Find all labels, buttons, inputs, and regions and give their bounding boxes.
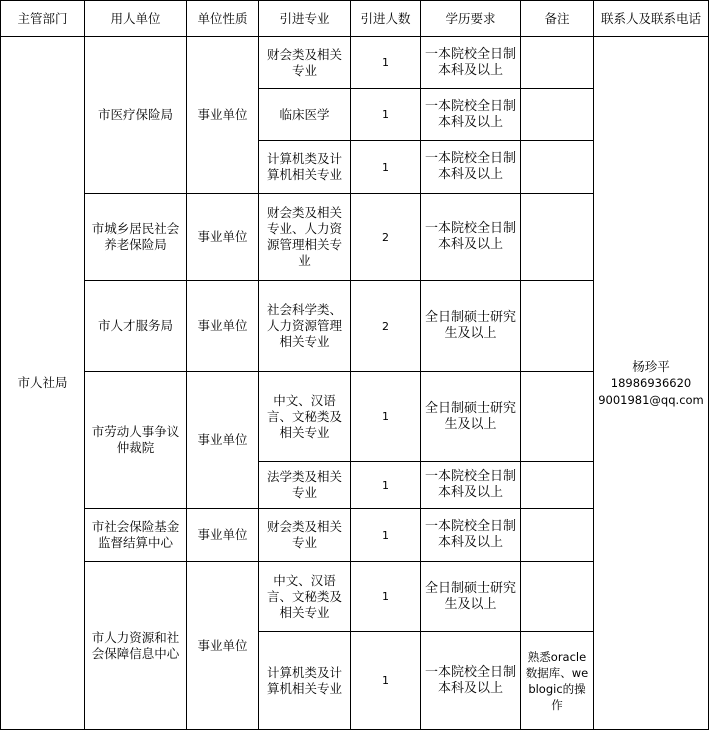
note-cell: [521, 37, 594, 89]
count-cell: 1: [351, 372, 421, 462]
unit-nature: 事业单位: [187, 562, 259, 730]
header-cell: 备注: [521, 1, 594, 37]
unit-nature: 事业单位: [187, 509, 259, 562]
header-cell: 主管部门: [1, 1, 85, 37]
education-cell: 一本院校全日制本科及以上: [421, 509, 521, 562]
contact-cell: [594, 37, 709, 730]
major-cell: 计算机类及计算机相关专业: [259, 141, 351, 194]
table-row: [1, 37, 709, 89]
unit-name: 市城乡居民社会养老保险局: [85, 194, 187, 281]
note-cell: [521, 562, 594, 632]
unit-nature: 事业单位: [187, 372, 259, 509]
unit-name: 市人力资源和社会保障信息中心: [85, 562, 187, 730]
note-cell: 熟悉oracle数据库、weblogic的操作: [521, 632, 594, 730]
education-cell: 一本院校全日制本科及以上: [421, 194, 521, 281]
department-cell: 市人社局: [1, 37, 85, 730]
major-cell: 临床医学: [259, 89, 351, 141]
education-cell: 一本院校全日制本科及以上: [421, 37, 521, 89]
unit-name: 市劳动人事争议仲裁院: [85, 372, 187, 509]
count-cell: 1: [351, 632, 421, 730]
major-cell: 财会类及相关专业: [259, 509, 351, 562]
education-cell: 全日制硕士研究生及以上: [421, 281, 521, 372]
note-cell: [521, 141, 594, 194]
header-cell: 用人单位: [85, 1, 187, 37]
major-cell: 财会类及相关专业、人力资源管理相关专业: [259, 194, 351, 281]
header-row: [1, 1, 709, 37]
major-cell: 社会科学类、人力资源管理相关专业: [259, 281, 351, 372]
count-cell: 2: [351, 281, 421, 372]
note-cell: [521, 281, 594, 372]
education-cell: 一本院校全日制本科及以上: [421, 462, 521, 509]
count-cell: 1: [351, 141, 421, 194]
major-cell: 中文、汉语言、文秘类及相关专业: [259, 372, 351, 462]
major-cell: 财会类及相关专业: [259, 37, 351, 89]
unit-name: 市人才服务局: [85, 281, 187, 372]
unit-nature: 事业单位: [187, 281, 259, 372]
count-cell: 1: [351, 509, 421, 562]
education-cell: 全日制硕士研究生及以上: [421, 372, 521, 462]
unit-name: 市社会保险基金监督结算中心: [85, 509, 187, 562]
education-cell: 一本院校全日制本科及以上: [421, 632, 521, 730]
count-cell: 1: [351, 462, 421, 509]
education-cell: 全日制硕士研究生及以上: [421, 562, 521, 632]
note-cell: [521, 89, 594, 141]
count-cell: 1: [351, 89, 421, 141]
unit-nature: 事业单位: [187, 194, 259, 281]
contact-name: 杨珍平: [632, 358, 670, 374]
count-cell: 1: [351, 562, 421, 632]
note-cell: [521, 372, 594, 462]
major-cell: 法学类及相关专业: [259, 462, 351, 509]
header-cell: 引进人数: [351, 1, 421, 37]
major-cell: 中文、汉语言、文秘类及相关专业: [259, 562, 351, 632]
header-cell: 联系人及联系电话: [594, 1, 709, 37]
major-cell: 计算机类及计算机相关专业: [259, 632, 351, 730]
contact-phone: 18986936620: [610, 375, 692, 390]
unit-nature: 事业单位: [187, 37, 259, 194]
contact-email: 9001981@qq.com: [598, 392, 704, 407]
education-cell: 一本院校全日制本科及以上: [421, 89, 521, 141]
unit-name: 市医疗保险局: [85, 37, 187, 194]
note-cell: [521, 509, 594, 562]
header-cell: 学历要求: [421, 1, 521, 37]
header-cell: 引进专业: [259, 1, 351, 37]
note-cell: [521, 462, 594, 509]
count-cell: 1: [351, 37, 421, 89]
note-cell: [521, 194, 594, 281]
count-cell: 2: [351, 194, 421, 281]
education-cell: 一本院校全日制本科及以上: [421, 141, 521, 194]
header-cell: 单位性质: [187, 1, 259, 37]
